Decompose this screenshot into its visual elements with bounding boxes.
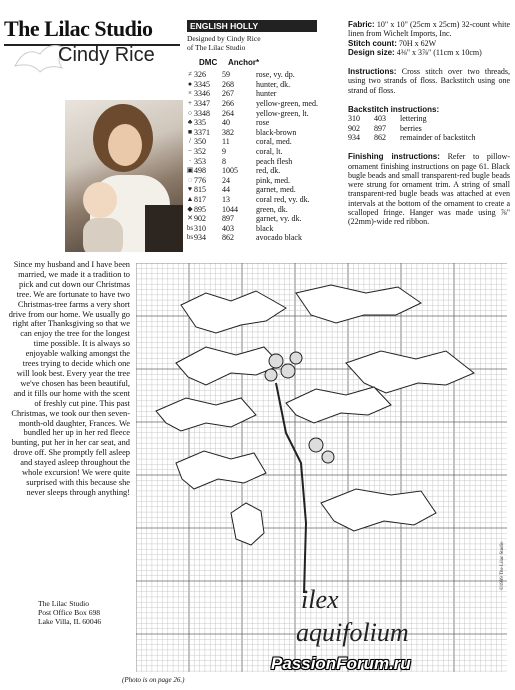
floss-symbol: / [189, 137, 191, 146]
backstitch-row [348, 133, 510, 142]
stitch-count-spec [348, 39, 510, 48]
berry [309, 438, 323, 452]
floss-dmc: 895 [194, 204, 206, 214]
berry [290, 352, 302, 364]
floss-color-name: rose, vy. dp. [256, 70, 295, 80]
floss-symbol: ♣ [187, 118, 193, 127]
floss-row [186, 137, 336, 147]
floss-symbol: ▲ [186, 195, 194, 204]
berry [322, 451, 334, 463]
floss-anchor: 897 [222, 214, 234, 224]
floss-color-name: garnet, med. [256, 185, 296, 195]
floss-symbol: − [188, 147, 192, 156]
floss-dmc: 326 [194, 70, 206, 80]
floss-dmc: 3348 [194, 108, 210, 118]
floss-row [186, 147, 336, 157]
floss-dmc: 3346 [194, 89, 210, 99]
floss-symbol: · [188, 156, 192, 165]
floss-color-name: coral red, vy. dk. [256, 195, 310, 205]
floss-color-name: red, dk. [256, 166, 281, 176]
floss-anchor: 1044 [222, 204, 238, 214]
floss-color-name: yellow-green, med. [256, 99, 318, 109]
floss-anchor: 24 [222, 175, 230, 185]
floss-row [186, 224, 336, 234]
floss-row [186, 99, 336, 109]
floss-anchor: 8 [222, 156, 226, 166]
stitch-count-label: Stitch count: [348, 38, 397, 48]
floss-row [186, 166, 336, 176]
floss-symbol: ○ [187, 108, 193, 117]
floss-anchor: 268 [222, 79, 234, 89]
floss-header-dmc: DMC [199, 58, 218, 67]
floss-anchor: 11 [222, 137, 230, 147]
floss-color-name: rose [256, 118, 270, 128]
finishing-text: Refer to pillow-ornament finishing instructions on page 61. Black bugle beads and small transparent-red bugle beads were strung for ornament trim. A string of small transparent-red bugle beads was attached at even intervals at the bottom of the ornament to create a scalloped fringe. Hanger was made using ⅞" (22mm)-wide red ribbon. [348, 152, 510, 227]
holly-leaf [346, 351, 474, 393]
floss-row [186, 233, 336, 243]
floss-dmc: 934 [194, 233, 206, 243]
chart-grid [136, 263, 507, 672]
floss-row [186, 214, 336, 224]
backstitch-anchor: 403 [374, 114, 386, 124]
studio-address [38, 599, 122, 626]
holly-leaf [286, 387, 391, 423]
floss-symbol: ♥ [187, 185, 193, 194]
stitch-count-text: 70H x 62W [398, 38, 437, 48]
story-paragraph: Since my husband and I have been married, we made it a tradition to pick and cut down our Christmas tree. We are fortunate to have two Christmas-tree farms a very short drive from our home. We usually go right after Thanksgiving so that we can enjoy the tree for the longest time possible. It is always so enjoyable walking amongst the trees trying to decide which one will look best. Every year the tree we've chosen has been beautiful, and it fills our home with the scent of freshly cut pine. This past Christmas, we took our then seven-month-old daughter, Frances. We bundled her up in her red fleece bunting, put her in her car seat, and drove off. She promptly fell asleep and stayed asleep throughout the whole excursion! We were quite surprised with this because she never sleeps through anything! [8, 260, 130, 497]
floss-anchor: 1005 [222, 166, 238, 176]
instructions-column [348, 20, 510, 227]
floss-color-name: hunter [256, 89, 277, 99]
floss-symbol: + [188, 99, 192, 108]
floss-symbol: × [188, 89, 192, 98]
floss-symbol: ▣ [186, 166, 194, 175]
floss-color-name: green, dk. [256, 204, 288, 214]
floss-color-name: peach flesh [256, 156, 293, 166]
instructions-label: Instructions: [348, 67, 397, 77]
instructions-paragraph [348, 67, 510, 95]
floss-dmc: 352 [194, 147, 206, 157]
backstitch-dmc: 934 [348, 132, 360, 142]
holly-leaf [321, 489, 436, 531]
floss-dmc: 3345 [194, 79, 210, 89]
floss-dmc: 350 [194, 137, 206, 147]
backstitch-label: Backstitch instructions: [348, 105, 440, 115]
instructions-text: Cross stitch over two threads, using two strands of floss. Backstitch using one strand of floss. [348, 67, 511, 95]
backstitch-row [348, 114, 510, 123]
floss-dmc: 776 [194, 175, 206, 185]
floss-row [186, 204, 336, 214]
floss-anchor: 267 [222, 89, 234, 99]
floss-row [186, 118, 336, 128]
fabric-text: 10" x 10" (25cm x 25cm) 32-count white linen from Wichelt Imports, Inc. [348, 20, 510, 39]
cross-stitch-chart [136, 263, 507, 672]
address-line: Post Office Box 698 [38, 608, 101, 617]
floss-color-name: garnet, vy. dk. [256, 214, 302, 224]
floss-row [186, 156, 336, 166]
floss-anchor: 403 [222, 223, 234, 233]
designed-by: Designed by Cindy Rice [187, 34, 261, 43]
chart-script-aquifolium: aquifolium [296, 618, 409, 647]
floss-color-name: avocado black [256, 233, 302, 243]
backstitch-row [348, 124, 510, 133]
backstitch-section [348, 105, 510, 142]
floss-symbol: bs [186, 233, 194, 242]
floss-dmc: 335 [194, 118, 206, 128]
holly-motif [156, 285, 474, 545]
author-name: Cindy Rice [58, 44, 155, 66]
floss-color-name: coral, med. [256, 137, 292, 147]
floss-dmc: 310 [194, 223, 206, 233]
floss-color-name: black-brown [256, 127, 297, 137]
backstitch-anchor: 862 [374, 132, 386, 142]
floss-row [186, 185, 336, 195]
floss-color-name: pink, med. [256, 175, 290, 185]
floss-dmc: 815 [194, 185, 206, 195]
floss-anchor: 266 [222, 99, 234, 109]
chart-side-credit: ©1999 The Lilac Studio [500, 541, 505, 590]
floss-dmc: 353 [194, 156, 206, 166]
floss-color-name: yellow-green, lt. [256, 108, 309, 118]
studio-title: The Lilac Studio [4, 16, 153, 41]
floss-symbol: ● [187, 79, 193, 88]
floss-row [186, 89, 336, 99]
floss-symbol: ≠ [188, 70, 192, 79]
floss-anchor: 9 [222, 147, 226, 157]
address-line: Lake Villa, IL 60046 [38, 617, 102, 626]
finishing-label: Finishing instructions: [348, 152, 440, 162]
pattern-title-badge: ENGLISH HOLLY [187, 20, 317, 32]
backstitch-dmc: 902 [348, 123, 360, 133]
floss-anchor: 264 [222, 108, 234, 118]
chart-script-ilex: ilex [301, 585, 339, 614]
design-size-spec [348, 48, 510, 57]
berry [281, 364, 295, 378]
floss-row [186, 70, 336, 80]
design-size-label: Design size: [348, 47, 395, 57]
berry [265, 369, 277, 381]
floss-dmc: 3347 [194, 99, 210, 109]
floss-anchor: 13 [222, 195, 230, 205]
floss-dmc: 3371 [194, 127, 210, 137]
floss-symbol: bs [186, 223, 194, 232]
fabric-spec [348, 20, 510, 39]
floss-anchor: 40 [222, 118, 230, 128]
floss-dmc: 817 [194, 195, 206, 205]
author-photo [65, 100, 183, 252]
floss-color-name: black [256, 223, 274, 233]
site-watermark: PassionForum.ru [271, 654, 411, 673]
floss-symbol: ✕ [187, 214, 193, 223]
floss-symbol: ◌ [187, 175, 193, 184]
holly-leaf [156, 398, 256, 431]
backstitch-dmc: 310 [348, 114, 360, 124]
floss-row [186, 176, 336, 186]
floss-row [186, 195, 336, 205]
berry [269, 354, 283, 368]
backstitch-desc: remainder of backstitch [400, 132, 476, 142]
floss-color-name: coral, lt. [256, 147, 283, 157]
backstitch-anchor: 897 [374, 123, 386, 133]
floss-header-anchor: Anchor* [228, 58, 260, 67]
floss-row [186, 80, 336, 90]
finishing-paragraph [348, 152, 510, 226]
floss-symbol: ■ [187, 127, 193, 136]
holly-leaf [176, 347, 281, 385]
floss-key-list [186, 70, 336, 243]
photo-illustration [65, 100, 183, 252]
design-size-text: 4⅜" x 3⅞" (11cm x 10cm) [396, 47, 482, 57]
floss-symbol: ◆ [187, 204, 193, 213]
photo-note: (Photo is on page 26.) [122, 676, 185, 684]
floss-anchor: 44 [222, 185, 230, 195]
designer-credit [187, 35, 261, 52]
floss-anchor: 862 [222, 233, 234, 243]
fabric-label: Fabric: [348, 20, 375, 29]
floss-row [186, 128, 336, 138]
backstitch-desc: lettering [400, 114, 427, 124]
backstitch-desc: berries [400, 123, 422, 133]
floss-dmc: 498 [194, 166, 206, 176]
floss-color-name: hunter, dk. [256, 79, 291, 89]
floss-dmc: 902 [194, 214, 206, 224]
address-line: The Lilac Studio [38, 599, 90, 608]
designer-studio: of The Lilac Studio [187, 42, 246, 52]
floss-anchor: 59 [222, 70, 230, 80]
floss-anchor: 382 [222, 127, 234, 137]
floss-row [186, 108, 336, 118]
